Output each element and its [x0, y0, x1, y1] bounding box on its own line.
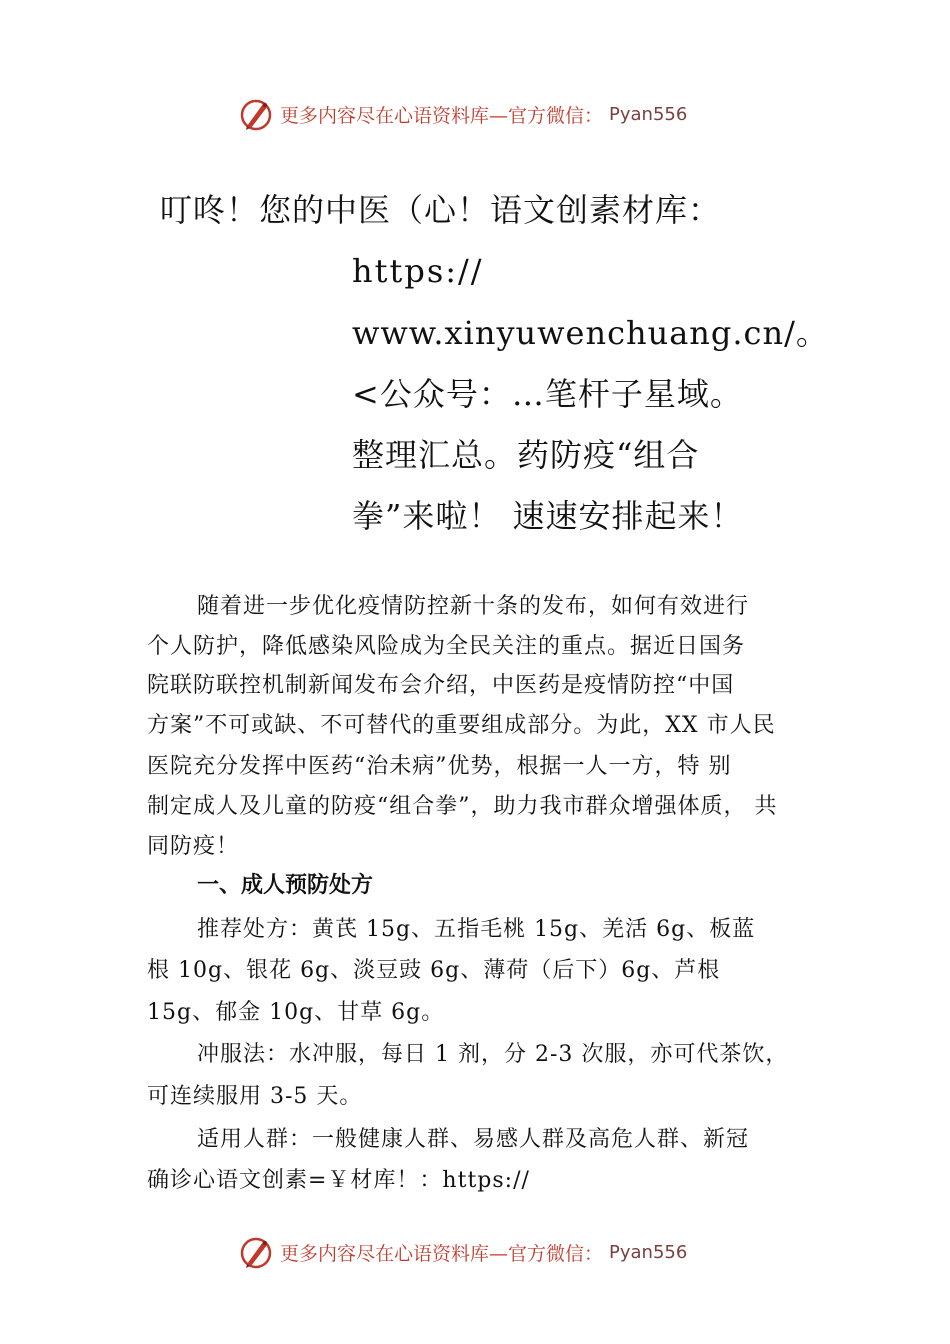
headline-line-5: 整理汇总。药防疫“组合: [352, 436, 700, 474]
footer-banner: [238, 1232, 758, 1272]
banner-wechat-id: Pyan556: [609, 1241, 688, 1263]
pen-logo-icon: [238, 1234, 274, 1270]
intro-line-5: 医院充分发挥中医药“治未病”优势，根据一人一方，特 别: [147, 754, 732, 779]
intro-line-2: 个人防护，降低感染风险成为全民关注的重点。据近日国务: [147, 634, 746, 659]
headline-line-2: https://: [352, 252, 484, 290]
target-line-2: 确诊心语文创素=￥材库！：https://: [147, 1168, 530, 1193]
pen-logo-icon: [238, 96, 274, 132]
prescription-line-2: 根 10g、银花 6g、淡豆豉 6g、薄荷（后下）6g、芦根: [147, 958, 721, 983]
section-title-adult-prevention: 一、成人预防处方: [197, 873, 374, 898]
headline-line-1: 叮咚！您的中医（心！语文创素材库：: [160, 191, 722, 229]
headline-line-6: 拳”来啦！ 速速安排起来！: [352, 497, 744, 535]
headline-line-3: www.xinyuwenchuang.cn/。: [352, 314, 829, 352]
usage-line-2: 可连续服用 3-5 天。: [147, 1084, 363, 1109]
banner-text: 更多内容尽在心语资料库—官方微信：: [280, 104, 604, 127]
prescription-line-3: 15g、郁金 10g、甘草 6g。: [147, 1000, 445, 1025]
header-banner: [238, 94, 758, 134]
usage-line-1: 冲服法：水冲服，每日 1 剂，分 2-3 次服，亦可代茶饮，: [197, 1042, 789, 1067]
intro-line-6: 制定成人及儿童的防疫“组合拳”，助力我市群众增强体质， 共: [147, 794, 778, 819]
headline-line-4: <公众号：…笔杆子星域。: [352, 375, 743, 413]
banner-wechat-id: Pyan556: [609, 103, 688, 125]
prescription-line-1: 推荐处方：黄芪 15g、五指毛桃 15g、羌活 6g、板蓝: [197, 917, 756, 942]
intro-line-7: 同防疫！: [147, 834, 240, 859]
intro-line-4: 方案”不可或缺、不可替代的重要组成部分。为此，XX 市人民: [147, 713, 776, 738]
intro-line-1: 随着进一步优化疫情防控新十条的发布，如何有效进行: [197, 594, 750, 619]
intro-line-3: 院联防联控机制新闻发布会介绍，中医药是疫情防控“中国: [147, 673, 735, 698]
target-line-1: 适用人群：一般健康人群、易感人群及高危人群、新冠: [197, 1127, 750, 1152]
banner-text: 更多内容尽在心语资料库—官方微信：: [280, 1242, 604, 1265]
